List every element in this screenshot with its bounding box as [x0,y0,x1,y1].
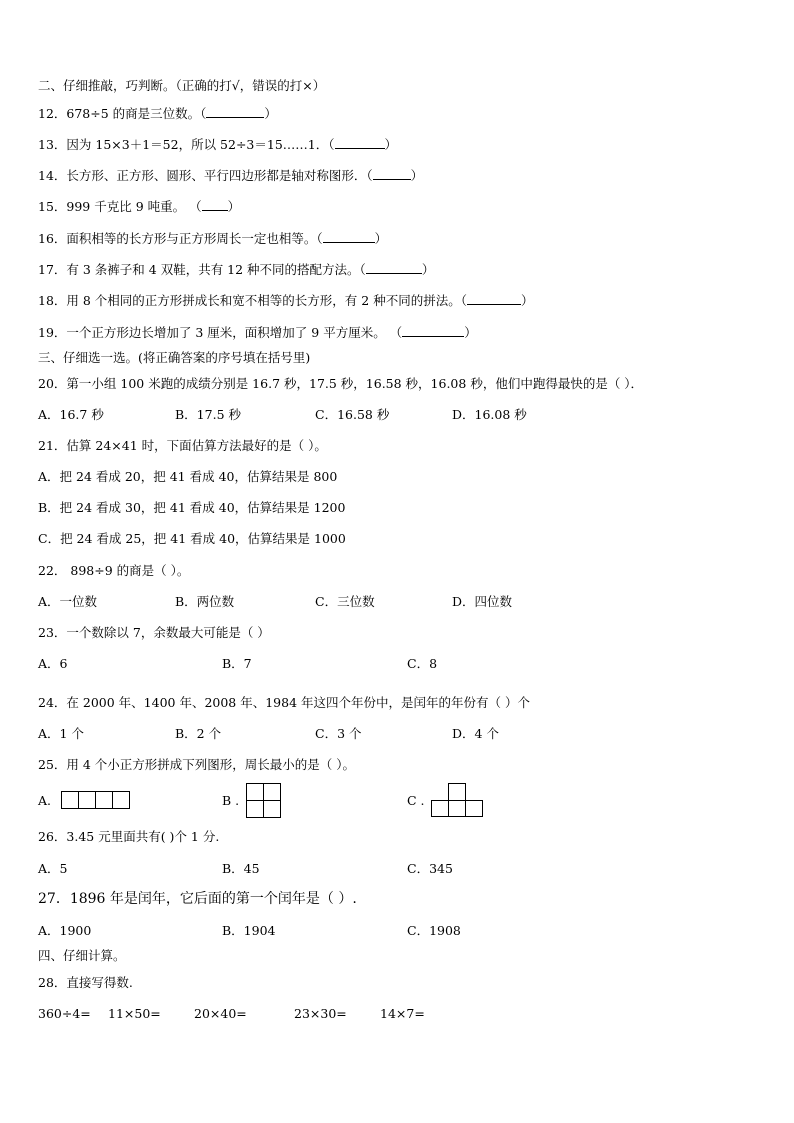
answer-blank[interactable] [467,292,521,305]
question-28: 28．直接写得数. [38,975,133,990]
small-square [448,783,466,801]
option-a[interactable]: A．一位数 [38,594,98,609]
small-square [246,783,264,801]
small-square [448,800,466,817]
question-17: 17．有 3 条裤子和 4 双鞋，共有 12 种不同的搭配方法。（ ） [38,262,435,277]
option-b[interactable]: B．把 24 看成 30，把 41 看成 40，估算结果是 1200 [38,500,346,515]
option-b[interactable]: B．45 [222,861,260,876]
section-2-title: 二、仔细推敲，巧判断。（正确的打√，错误的打×） [38,78,326,93]
option-b[interactable]: B．2 个 [175,726,222,741]
calc-item: 20×40= [194,1006,247,1021]
small-square [78,791,96,809]
question-23: 23．一个数除以 7，余数最大可能是（ ） [38,625,270,640]
option-c[interactable]: C．把 24 看成 25，把 41 看成 40，估算结果是 1000 [38,531,346,546]
option-b[interactable]: B．17.5 秒 [175,407,241,422]
question-24: 24．在 2000 年、1400 年、2008 年、1984 年这四个年份中，是闰年的年份有（ ）个 [38,695,530,710]
question-25: 25．用 4 个小正方形拼成下列图形，周长最小的是（ ）。 [38,757,356,772]
small-square [112,791,130,809]
answer-blank[interactable] [206,105,264,118]
question-13: 13．因为 15×3＋1＝52，所以 52÷3＝15……1．（ ） [38,137,398,152]
calc-item: 360÷4= [38,1006,91,1021]
option-a[interactable]: A．1900 [38,923,92,938]
question-26: 26．3.45 元里面共有( )个 1 分. [38,829,220,844]
question-19: 19．一个正方形边长增加了 3 厘米，面积增加了 9 平方厘米。 （ ） [38,325,477,340]
small-square [263,800,281,818]
small-square [61,791,79,809]
small-square [431,800,449,817]
option-c[interactable]: C．1908 [407,923,461,938]
option-a[interactable]: A．6 [38,656,68,671]
answer-blank[interactable] [335,136,385,149]
option-d[interactable]: D．16.08 秒 [452,407,527,422]
calc-item: 14×7= [380,1006,425,1021]
option-a[interactable]: A．1 个 [38,726,84,741]
small-square [465,800,483,817]
option-d[interactable]: D．四位数 [452,594,513,609]
question-16: 16．面积相等的长方形与正方形周长一定也相等。（ ） [38,231,388,246]
question-12: 12．678÷5 的商是三位数。（ ） [38,106,277,121]
small-square [246,800,264,818]
option-b[interactable]: B．7 [222,656,252,671]
answer-blank[interactable] [373,167,411,180]
question-18: 18．用 8 个相同的正方形拼成长和宽不相等的长方形，有 2 种不同的拼法。（ ） [38,293,534,308]
answer-blank[interactable] [366,261,422,274]
question-27: 27．1896 年是闰年，它后面的第一个闰年是（ ）. [38,891,357,907]
option-a[interactable]: A．5 [38,861,68,876]
option-a[interactable]: A．16.7 秒 [38,407,104,422]
answer-blank[interactable] [323,230,375,243]
option-c[interactable]: C．16.58 秒 [315,407,390,422]
option-b[interactable]: B．1904 [222,923,276,938]
section-4-title: 四、仔细计算。 [38,948,126,963]
option-d[interactable]: D．4 个 [452,726,499,741]
question-22: 22． 898÷9 的商是（ ）。 [38,563,190,578]
calc-item: 11×50= [108,1006,161,1021]
answer-blank[interactable] [402,324,464,337]
option-a[interactable]: A．把 24 看成 20，把 41 看成 40，估算结果是 800 [38,469,338,484]
option-a[interactable]: A. [38,793,52,808]
option-c[interactable]: C．3 个 [315,726,362,741]
question-15: 15．999 千克比 9 吨重。 （ ） [38,199,241,214]
option-c[interactable]: C．三位数 [315,594,375,609]
section-3-title: 三、仔细选一选。(将正确答案的序号填在括号里) [38,350,311,365]
option-c[interactable]: C．345 [407,861,453,876]
answer-blank[interactable] [202,198,228,211]
option-c[interactable]: C．8 [407,656,438,671]
calc-item: 23×30= [294,1006,347,1021]
question-21: 21．估算 24×41 时，下面估算方法最好的是（ ）。 [38,438,327,453]
question-14: 14．长方形、正方形、圆形、平行四边形都是轴对称图形．（ ） [38,168,424,183]
question-20: 20．第一小组 100 米跑的成绩分别是 16.7 秒，17.5 秒，16.58 秒，16.08 秒，他们中跑得最快的是（ ）． [38,376,644,391]
option-c[interactable]: C . [407,793,425,808]
option-b[interactable]: B．两位数 [175,594,235,609]
option-b[interactable]: B . [222,793,240,808]
small-square [263,783,281,801]
small-square [95,791,113,809]
